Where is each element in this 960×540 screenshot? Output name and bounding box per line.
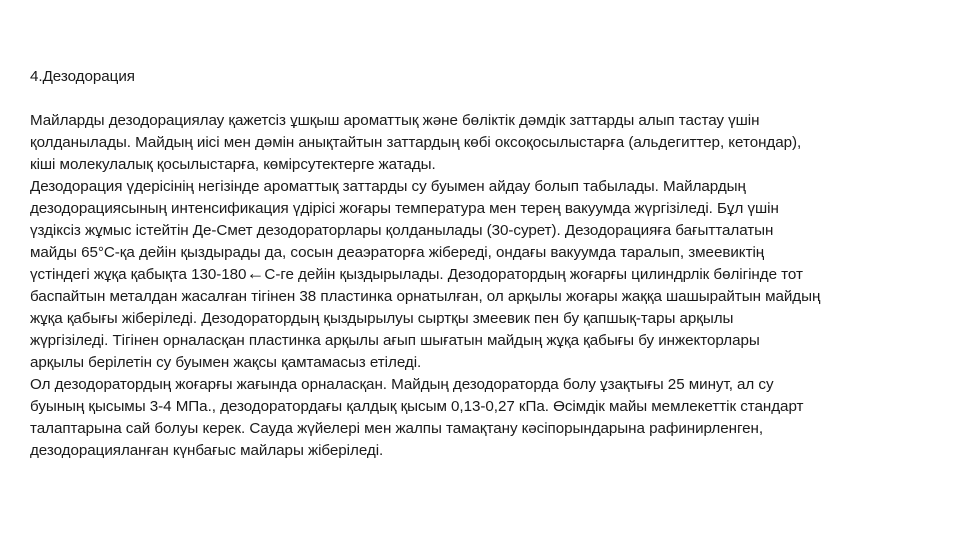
- paragraph-intro: [30, 110, 930, 176]
- text-line: қолданылады. Майдың иісі мен дәмін анықтайтын заттардың көбі оксоқосылыстарға (альдегиттер, кетондар),: [30, 134, 802, 151]
- section-heading: 4.Дезодорация: [30, 68, 135, 85]
- text-line: дезодорациясының интенсификация үдірісі жоғары температура мен терең вакуумда жүргізіледі. Бұл үшін: [30, 200, 779, 217]
- text-line: баспайтын металдан жасалған тігінен 38 пластинка орнатылған, ол арқылы жоғары жаққа шашырайтын майдың: [30, 288, 821, 305]
- text-line: кіші молекулалық қосылыстарға, көмірсутектерге жатады.: [30, 156, 436, 173]
- text-line: Дезодорация үдерісінің негізінде ароматтық заттарды су буымен айдау болып табылады. Майлардың: [30, 178, 746, 195]
- text-line: арқылы берілетін су буымен жақсы қамтамасыз етіледі.: [30, 354, 422, 371]
- text-line: буының қысымы 3-4 МПа., дезодоратордағы қалдық қысым 0,13-0,27 кПа. Өсімдік майы мемлекеттік стандарт: [30, 398, 804, 415]
- text-line-with-arrow: [30, 264, 930, 286]
- text-line: Майларды дезодорациялау қажетсіз ұшқыш ароматтық және бөліктік дәмдік заттарды алып тастау үшін: [30, 112, 760, 129]
- text-segment: үстіндегі жұқа қабықта 130-180: [30, 266, 247, 283]
- text-line: үздіксіз жұмыс істейтін Де-Смет дезодораторлары қолданылады (30-сурет). Дезодорацияға бағытталатын: [30, 222, 774, 239]
- text-line: дезодорацияланған күнбағыс майлары жіберіледі.: [30, 442, 384, 459]
- slide-content: [30, 66, 930, 462]
- paragraph-process: [30, 176, 930, 374]
- text-line: талаптарына сай болуы керек. Сауда жүйелері мен жалпы тамақтану кәсіпорындарына рафинирленген,: [30, 420, 764, 437]
- paragraph-parameters: [30, 374, 930, 462]
- text-line: жүргізіледі. Тігінен орналасқан пластинка арқылы ағып шығатын майдың жұқа қабығы бу инжекторлары: [30, 332, 760, 349]
- text-line: Ол дезодоратордың жоғарғы жағында орналасқан. Майдың дезодораторда болу ұзақтығы 25 минут, ал су: [30, 376, 774, 393]
- text-segment: С-ге дейін қыздырылады. Дезодоратордың жоғарғы цилиндрлік бөлігінде тот: [264, 266, 803, 283]
- text-line: майды 65°С-қа дейін қыздырады да, сосын деаэраторға жібереді, ондағы вакуумда таралып, змеевиктің: [30, 244, 765, 261]
- text-line: жұқа қабығы жіберіледі. Дезодоратордың қыздырылуы сыртқы змеевик пен бу қапшық-тары арқылы: [30, 310, 734, 327]
- left-arrow-icon: ←: [246, 263, 265, 283]
